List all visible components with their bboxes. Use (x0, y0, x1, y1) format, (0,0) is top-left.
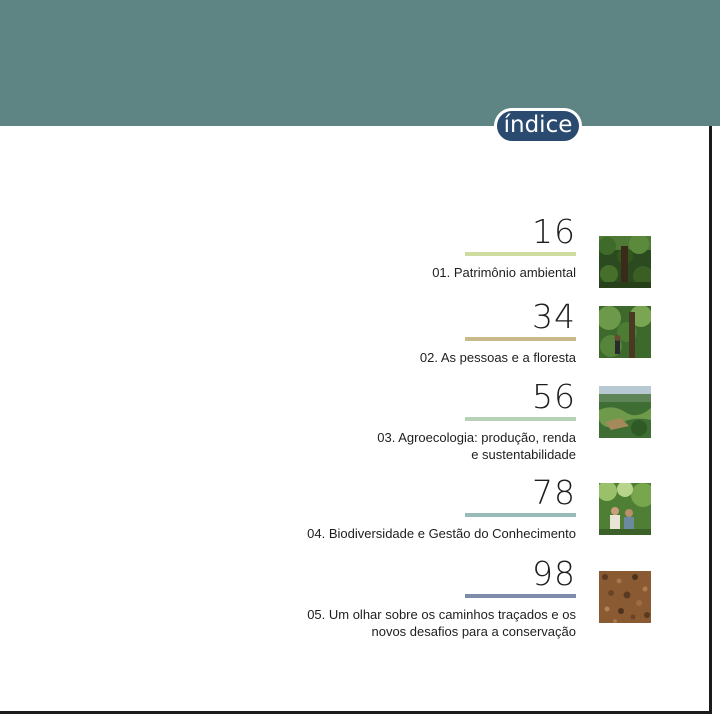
toc-entry-1[interactable] (432, 212, 576, 281)
page-number: 98 (532, 554, 576, 593)
color-rule (465, 252, 576, 256)
color-rule (465, 594, 576, 598)
chapter-title (307, 525, 576, 542)
page-number: 78 (532, 473, 576, 512)
chapter-title-line: 05. Um olhar sobre os caminhos traçados e os (307, 607, 576, 622)
header-band (0, 0, 720, 126)
soil-texture-photo (599, 571, 651, 623)
page-number: 56 (532, 377, 576, 416)
chapter-title-line: novos desafios para a conservação (371, 624, 576, 639)
page-number: 16 (532, 212, 576, 251)
chapter-title-line: 04. Biodiversidade e Gestão do Conhecimento (307, 526, 576, 541)
aerial-landscape-photo (599, 386, 651, 438)
forest-tree-photo (599, 236, 651, 288)
chapter-title-line: e sustentabilidade (471, 447, 576, 462)
people-in-forest-photo (599, 483, 651, 535)
forest-people-photo (599, 306, 651, 358)
chapter-title (432, 264, 576, 281)
color-rule (465, 513, 576, 517)
toc-entry-5[interactable] (307, 554, 576, 640)
page-number: 34 (532, 297, 576, 336)
toc-entry-4[interactable] (307, 473, 576, 542)
chapter-title (307, 606, 576, 640)
color-rule (465, 417, 576, 421)
index-title: índice (494, 108, 582, 144)
chapter-title-line: 02. As pessoas e a floresta (419, 350, 576, 365)
chapter-title-line: 03. Agroecologia: produção, renda (377, 430, 576, 445)
toc-entry-3[interactable] (377, 377, 576, 463)
chapter-title (420, 349, 576, 366)
chapter-title (377, 429, 576, 463)
color-rule (465, 337, 576, 341)
chapter-title-line: 01. Patrimônio ambiental (432, 265, 576, 280)
toc-entry-2[interactable] (419, 297, 576, 366)
